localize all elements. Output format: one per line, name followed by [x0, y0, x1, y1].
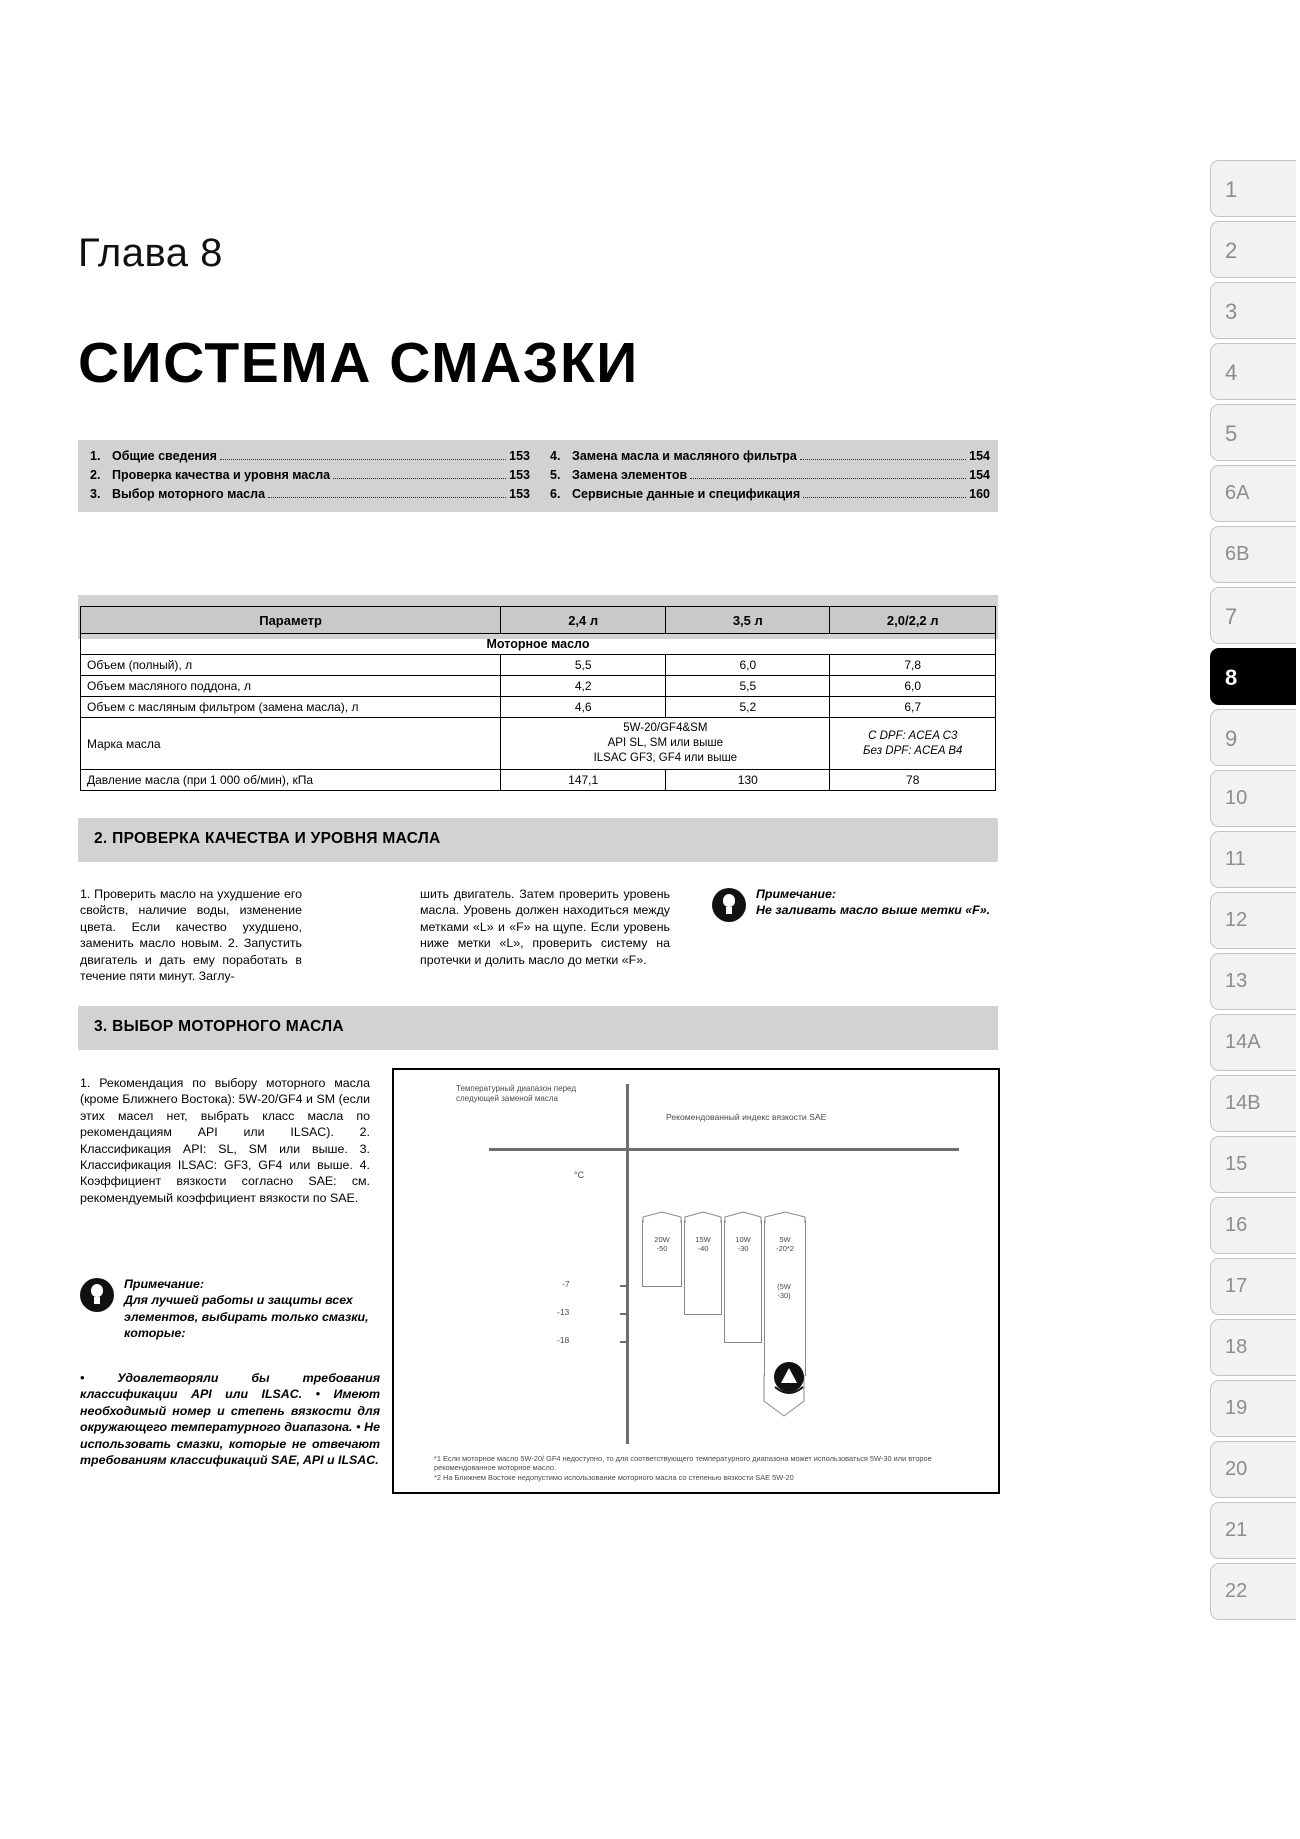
chart-bar-cap	[684, 1210, 720, 1221]
toc-item[interactable]	[550, 447, 990, 466]
chapter-tab-label: 4	[1225, 360, 1238, 385]
toc-dots	[690, 469, 966, 479]
cell-2022: 6,0	[830, 676, 996, 697]
toc-item-number: 1.	[90, 449, 101, 463]
toc-item-page: 153	[509, 487, 530, 501]
cell-oil-spec: 5W-20/GF4&SM API SL, SM или выше ILSAC GF3, GF4 или выше	[501, 718, 830, 770]
chapter-tab-label: 7	[1225, 604, 1238, 629]
chart-tick-label-2: -18	[557, 1335, 570, 1345]
table-group-row	[81, 634, 996, 655]
chapter-tab-14B[interactable]	[1210, 1075, 1296, 1132]
chart-title: Рекомендованный индекс вязкости SAE	[666, 1112, 827, 1122]
table-row-oil-brand	[81, 718, 996, 770]
specifications-table	[80, 606, 996, 791]
toc-item-number: 4.	[550, 449, 561, 463]
note-header: Примечание:	[124, 1277, 204, 1291]
chapter-tab-4[interactable]	[1210, 343, 1296, 400]
chapter-tab-label: 11	[1225, 848, 1246, 870]
cell-24: 4,2	[501, 676, 666, 697]
group-label: Моторное масло	[81, 634, 996, 655]
chapter-tab-1[interactable]	[1210, 160, 1296, 217]
section-header-3-label: 3. ВЫБОР МОТОРНОГО МАСЛА	[94, 1018, 344, 1035]
chapter-tab-label: 13	[1225, 970, 1248, 992]
chart-bar	[684, 1220, 722, 1315]
toc-dots	[220, 450, 506, 460]
toc-item-label: Выбор моторного масла	[112, 487, 266, 501]
chart-tick-label-1: -13	[557, 1307, 570, 1317]
chart-bar-label-secondary: (5W -30)	[777, 1282, 791, 1300]
chapter-tab-21[interactable]	[1210, 1502, 1296, 1559]
table-row	[81, 655, 996, 676]
cell-2022: 6,7	[830, 697, 996, 718]
chart-bar-label: 5W -20*2	[776, 1235, 794, 1253]
toc-column-left	[78, 440, 538, 512]
toc-dots	[268, 488, 506, 498]
lightbulb-icon	[712, 888, 746, 922]
page-title: СИСТЕМА СМАЗКИ	[78, 331, 639, 395]
chapter-tab-label: 2	[1225, 238, 1238, 263]
section-header-2	[78, 818, 998, 862]
cell-param: Объем (полный), л	[81, 655, 501, 676]
chapter-tab-label: 10	[1225, 787, 1248, 809]
toc-item-number: 6.	[550, 487, 561, 501]
chart-subtitle: Температурный диапазон перед следующей заменой масла	[456, 1084, 576, 1103]
chapter-tab-2[interactable]	[1210, 221, 1296, 278]
cell-35: 6,0	[666, 655, 830, 676]
section2-paragraph-1: 1. Проверить масло на ухудшение его свойств, наличие воды, изменение цвета. Если качество ухудшено, заменить масло новым. 2. Запустить двигатель и дать ему поработать в течение пяти минут. Заглу-	[80, 887, 302, 984]
cell-24: 5,5	[501, 655, 666, 676]
col-header-2022: 2,0/2,2 л	[830, 607, 996, 634]
chart-bar-cap	[724, 1210, 760, 1221]
chapter-tab-22[interactable]	[1210, 1563, 1296, 1620]
cell-param: Объем масляного поддона, л	[81, 676, 501, 697]
cell-35: 5,5	[666, 676, 830, 697]
chart-bar	[642, 1220, 682, 1287]
sae-viscosity-chart	[392, 1068, 1000, 1494]
cell-param: Марка масла	[81, 718, 501, 770]
chart-bar-label: 20W -50	[654, 1235, 670, 1253]
cell-2022: 7,8	[830, 655, 996, 676]
toc-item[interactable]	[550, 466, 990, 485]
chapter-tab-6A[interactable]	[1210, 465, 1296, 522]
chapter-tab-6B[interactable]	[1210, 526, 1296, 583]
chapter-tab-label: 12	[1225, 909, 1248, 931]
chapter-tab-15[interactable]	[1210, 1136, 1296, 1193]
section3-list: 1. Рекомендация по выбору моторного масла (кроме Ближнего Востока): 5W-20/GF4 и SM (если этих масел нет, выбрать класс масла по рекомендациям API или ILSAC). 2. Классификация API: SL, SM или выше. 3. Классификация ILSAC: GF3, GF4 или выше. 4. Коэффициент вязкости согласно SAE: см. рекомендуемый коэффициент вязкости по SAE.	[80, 1076, 370, 1205]
toc-item-label: Общие сведения	[112, 449, 217, 463]
toc-item-number: 5.	[550, 468, 561, 482]
toc-item-label: Проверка качества и уровня масла	[112, 468, 331, 482]
toc-item[interactable]	[90, 485, 530, 504]
toc-item-page: 154	[969, 468, 990, 482]
chart-ylabel: °C	[574, 1170, 585, 1180]
cell-param: Давление масла (при 1 000 об/мин), кПа	[81, 770, 501, 791]
chapter-tab-7[interactable]	[1210, 587, 1296, 644]
chapter-tab-label: 17	[1225, 1275, 1248, 1297]
chart-footnote-2: *2 На Ближнем Востоке недопустимо использование моторного масла со степенью вязкости SAE 5W-20	[434, 1472, 794, 1482]
cell-24: 147,1	[501, 770, 666, 791]
note-bullet-list: • Удовлетворяли бы требования классификации API или ILSAC. • Имеют необходимый номер и степень вязкости для окружающего температурного диапазона. • Не использовать смазки, которые не отвечают требованиям классификаций SAE, API и ILSAC.	[80, 1371, 380, 1468]
chart-bar	[724, 1220, 762, 1343]
chapter-tab-19[interactable]	[1210, 1380, 1296, 1437]
chapter-tab-label: 19	[1225, 1397, 1248, 1419]
lightbulb-icon	[80, 1278, 114, 1312]
toc-dots	[803, 488, 966, 498]
chapter-tab-label: 6A	[1225, 482, 1250, 504]
toc-column-right	[538, 440, 998, 512]
cell-oil-spec-dpf: С DPF: ACEA C3 Без DPF: ACEA B4	[830, 718, 996, 770]
chapter-tab-5[interactable]	[1210, 404, 1296, 461]
chapter-tab-12[interactable]	[1210, 892, 1296, 949]
chapter-tab-17[interactable]	[1210, 1258, 1296, 1315]
toc-item[interactable]	[90, 466, 530, 485]
note-text	[124, 1276, 380, 1342]
chart-axis-vertical	[626, 1084, 629, 1444]
chapter-tab-label: 5	[1225, 421, 1238, 446]
table-row	[81, 676, 996, 697]
chart-bar-cap	[764, 1210, 804, 1221]
col-header-param: Параметр	[81, 607, 501, 634]
toc-item-number: 2.	[90, 468, 101, 482]
col-header-24: 2,4 л	[501, 607, 666, 634]
toc-item-label: Сервисные данные и спецификация	[572, 487, 801, 501]
chapter-tab-8[interactable]	[1210, 648, 1296, 705]
toc-item-page: 153	[509, 468, 530, 482]
chapter-tab-3[interactable]	[1210, 282, 1296, 339]
chapter-tab-label: 1	[1225, 177, 1238, 202]
chart-bar-cap	[642, 1210, 680, 1221]
chapter-tab-18[interactable]	[1210, 1319, 1296, 1376]
chapter-tab-label: 14A	[1225, 1031, 1261, 1053]
toc-item-label: Замена масла и масляного фильтра	[572, 449, 797, 463]
toc-item[interactable]	[90, 447, 530, 466]
chart-tick-1	[620, 1313, 629, 1315]
cell-35: 130	[666, 770, 830, 791]
toc-dots	[333, 469, 506, 479]
chapter-tab-label: 14B	[1225, 1092, 1261, 1114]
chapter-tab-label: 18	[1225, 1336, 1248, 1358]
note-text	[756, 886, 990, 919]
chapter-index-tabs	[1210, 160, 1300, 1624]
note-body: Для лучшей работы и защиты всех элементов, выбирать только смазки, которые:	[124, 1293, 369, 1341]
table-row	[81, 770, 996, 791]
chapter-tab-11[interactable]	[1210, 831, 1296, 888]
chapter-tab-label: 20	[1225, 1458, 1248, 1480]
chart-tick-label-0: -7	[562, 1279, 570, 1289]
cell-2022: 78	[830, 770, 996, 791]
toc-item-number: 3.	[90, 487, 101, 501]
table-row	[81, 697, 996, 718]
toc-item-page: 154	[969, 449, 990, 463]
chart-footnote-1: *1 Если моторное масло 5W-20/ GF4 недоступно, то для соответствующего температурного диапазона может использоваться 5W-30 или второе рекомендованное моторное масло.	[434, 1453, 932, 1473]
table-of-contents	[78, 440, 998, 512]
chapter-tab-label: 9	[1225, 726, 1238, 751]
cell-35: 5,2	[666, 697, 830, 718]
cell-24: 4,6	[501, 697, 666, 718]
cell-param: Объем с масляным фильтром (замена масла), л	[81, 697, 501, 718]
toc-item-label: Замена элементов	[572, 468, 688, 482]
chapter-tab-label: 8	[1225, 665, 1238, 690]
note-body: Не заливать масло выше метки «F».	[756, 903, 991, 918]
chapter-tab-label: 6B	[1225, 543, 1250, 565]
chapter-tab-20[interactable]	[1210, 1441, 1296, 1498]
chapter-tab-13[interactable]	[1210, 953, 1296, 1010]
chart-footnotes	[434, 1454, 974, 1482]
section-header-3	[78, 1006, 998, 1050]
note-header: Примечание:	[756, 887, 836, 901]
chapter-tab-label: 16	[1225, 1214, 1248, 1236]
chapter-tab-10[interactable]	[1210, 770, 1296, 827]
chart-bar-label: 15W -40	[695, 1235, 711, 1253]
chart-bar-label: 10W -30	[735, 1235, 751, 1253]
toc-item[interactable]	[550, 485, 990, 504]
chart-tick-2	[620, 1341, 629, 1343]
chart-axis-horizontal	[489, 1148, 959, 1151]
warning-marker-icon	[764, 1360, 814, 1410]
section2-paragraph-2: шить двигатель. Затем проверить уровень масла. Уровень должен находиться между метками «L» и «F» на щупе. Если уровень ниже метки «L», проверить систему на протечки и долить масло до метки «F».	[420, 887, 670, 967]
chapter-tab-9[interactable]	[1210, 709, 1296, 766]
chapter-tab-label: 22	[1225, 1580, 1248, 1602]
chapter-tab-label: 21	[1225, 1519, 1248, 1541]
chapter-tab-label: 3	[1225, 299, 1238, 324]
chapter-tab-label: 15	[1225, 1153, 1248, 1175]
section-header-2-label: 2. ПРОВЕРКА КАЧЕСТВА И УРОВНЯ МАСЛА	[94, 830, 441, 847]
chapter-number: Глава 8	[78, 231, 223, 275]
toc-dots	[800, 450, 966, 460]
toc-item-page: 153	[509, 449, 530, 463]
chart-tick-0	[620, 1285, 629, 1287]
chapter-tab-16[interactable]	[1210, 1197, 1296, 1254]
toc-item-page: 160	[969, 487, 990, 501]
col-header-35: 3,5 л	[666, 607, 830, 634]
chapter-tab-14A[interactable]	[1210, 1014, 1296, 1071]
table-header-row	[81, 607, 996, 634]
